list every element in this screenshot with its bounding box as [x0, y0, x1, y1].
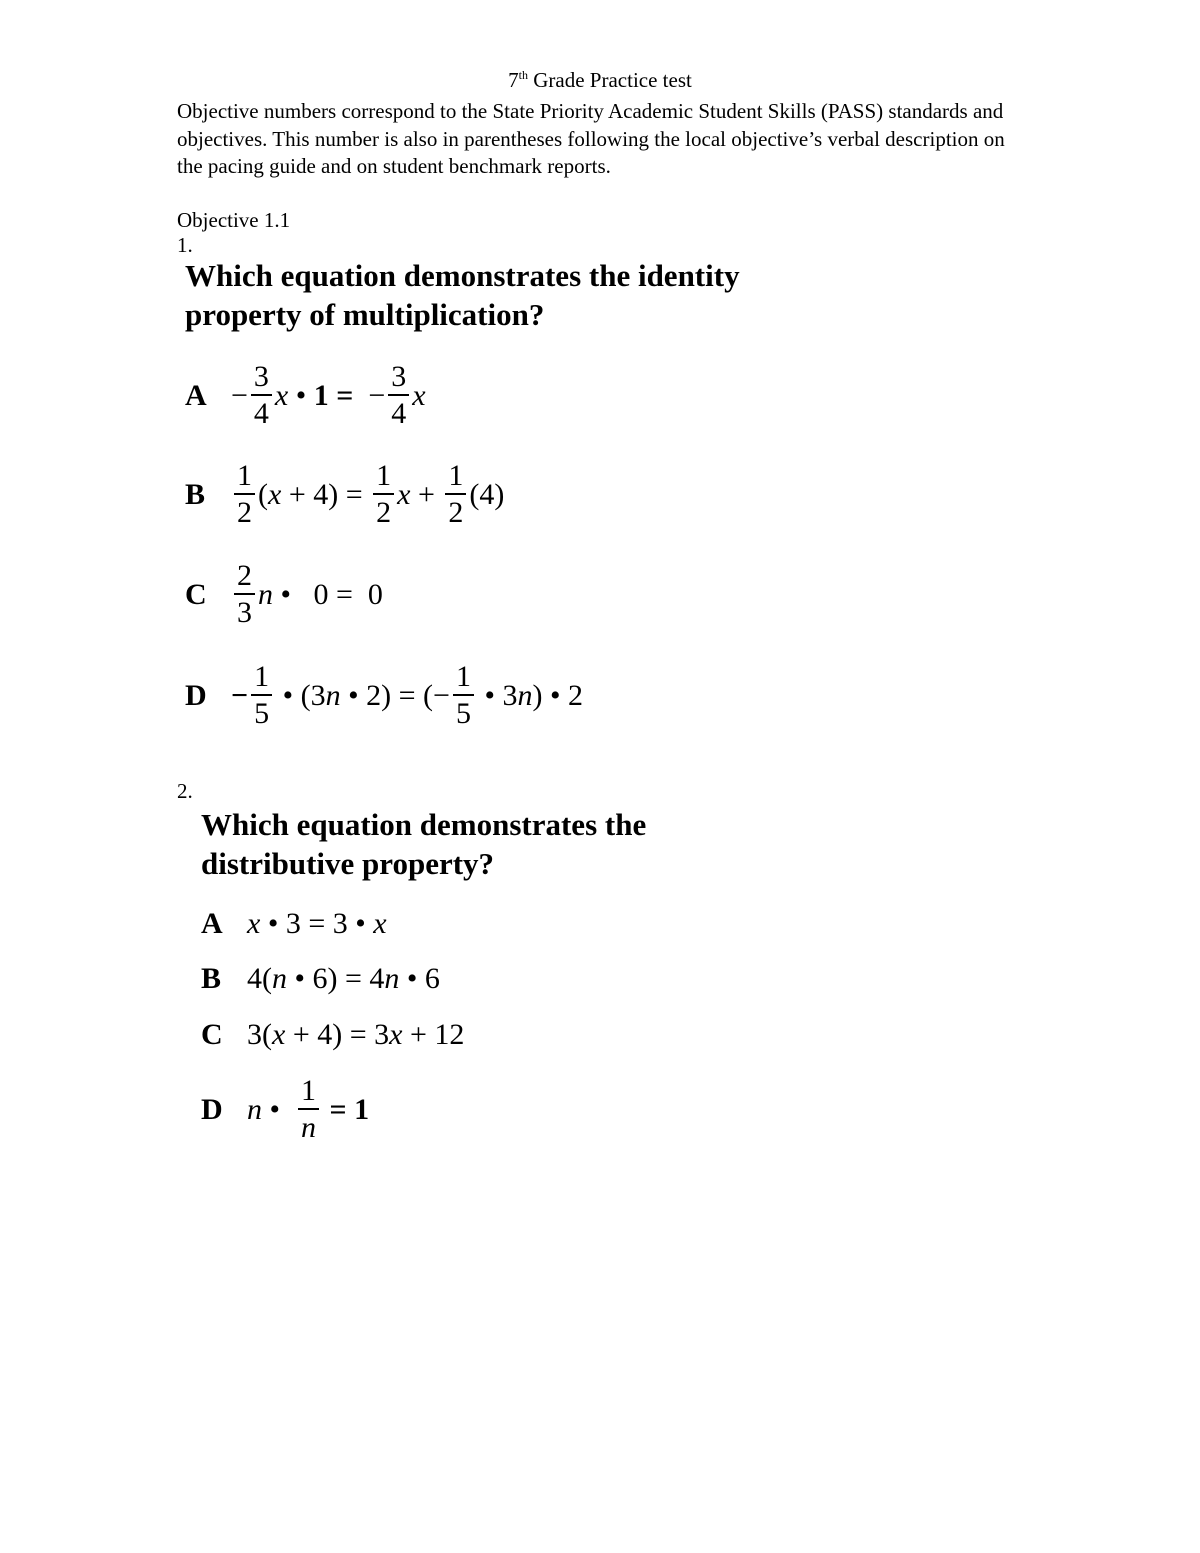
choice-letter: C — [201, 1018, 223, 1051]
question-2-choice-b[interactable] — [201, 962, 440, 996]
question-1-choice-d[interactable] — [185, 662, 583, 729]
choice-letter: D — [201, 1092, 223, 1126]
title-superscript: th — [518, 68, 528, 82]
choice-letter: B — [185, 477, 206, 511]
choice-expression: − $\frac{1}{5}$ • (3 n • 2) = (− $\frac{1}{5}$ • 3 n ) • 2 — [231, 660, 583, 730]
choice-letter: A — [201, 907, 223, 940]
question-1-text: Which equation demonstrates the identity property of multiplication? — [185, 258, 740, 332]
choice-expression: − $\frac{3}{4}$ x • 1 = − $\frac{3}{4}$ x — [231, 360, 426, 430]
intro-paragraph: Objective numbers correspond to the State Priority Academic Student Skills (PASS) standards and objectives. This number is also in parentheses following the local objective’s verbal description on the pacing guide and on student benchmark reports. — [177, 99, 1005, 178]
choice-letter: C — [185, 577, 207, 611]
title-text: Grade Practice test — [528, 68, 692, 92]
question-2-choice-a[interactable] — [201, 907, 387, 941]
question-1-choice-a[interactable] — [185, 362, 426, 429]
question-2-text: Which equation demonstrates the distributive property? — [201, 807, 647, 881]
choice-expression: x • 3 = 3 • x — [247, 907, 387, 940]
title-prefix: 7 — [508, 68, 519, 92]
question-1-number: 1. — [177, 233, 193, 257]
page-title — [0, 68, 1200, 93]
choice-expression: $\frac{1}{2}$ ( x + 4) = $\frac{1}{2}$ x + $\frac{1}{2}$ (4) — [231, 461, 504, 528]
choice-expression: n • $\frac{1}{n}$ = 1 — [247, 1074, 370, 1144]
choice-letter: B — [201, 962, 222, 995]
choice-letter: D — [185, 678, 207, 712]
question-2-choice-c[interactable] — [201, 1018, 464, 1052]
question-2-number: 2. — [177, 779, 193, 803]
choice-expression: $\frac{2}{3}$ n • 0 = 0 — [231, 561, 383, 628]
choice-letter: A — [185, 378, 207, 412]
question-2-choice-d[interactable] — [201, 1076, 369, 1143]
choice-expression: 4( n • 6) = 4 n • 6 — [247, 962, 440, 995]
question-1-choice-b[interactable] — [185, 461, 504, 528]
question-1-choice-c[interactable] — [185, 561, 383, 628]
choice-expression: 3( x + 4) = 3 x + 12 — [247, 1018, 465, 1051]
objective-label: Objective 1.1 — [177, 208, 291, 232]
